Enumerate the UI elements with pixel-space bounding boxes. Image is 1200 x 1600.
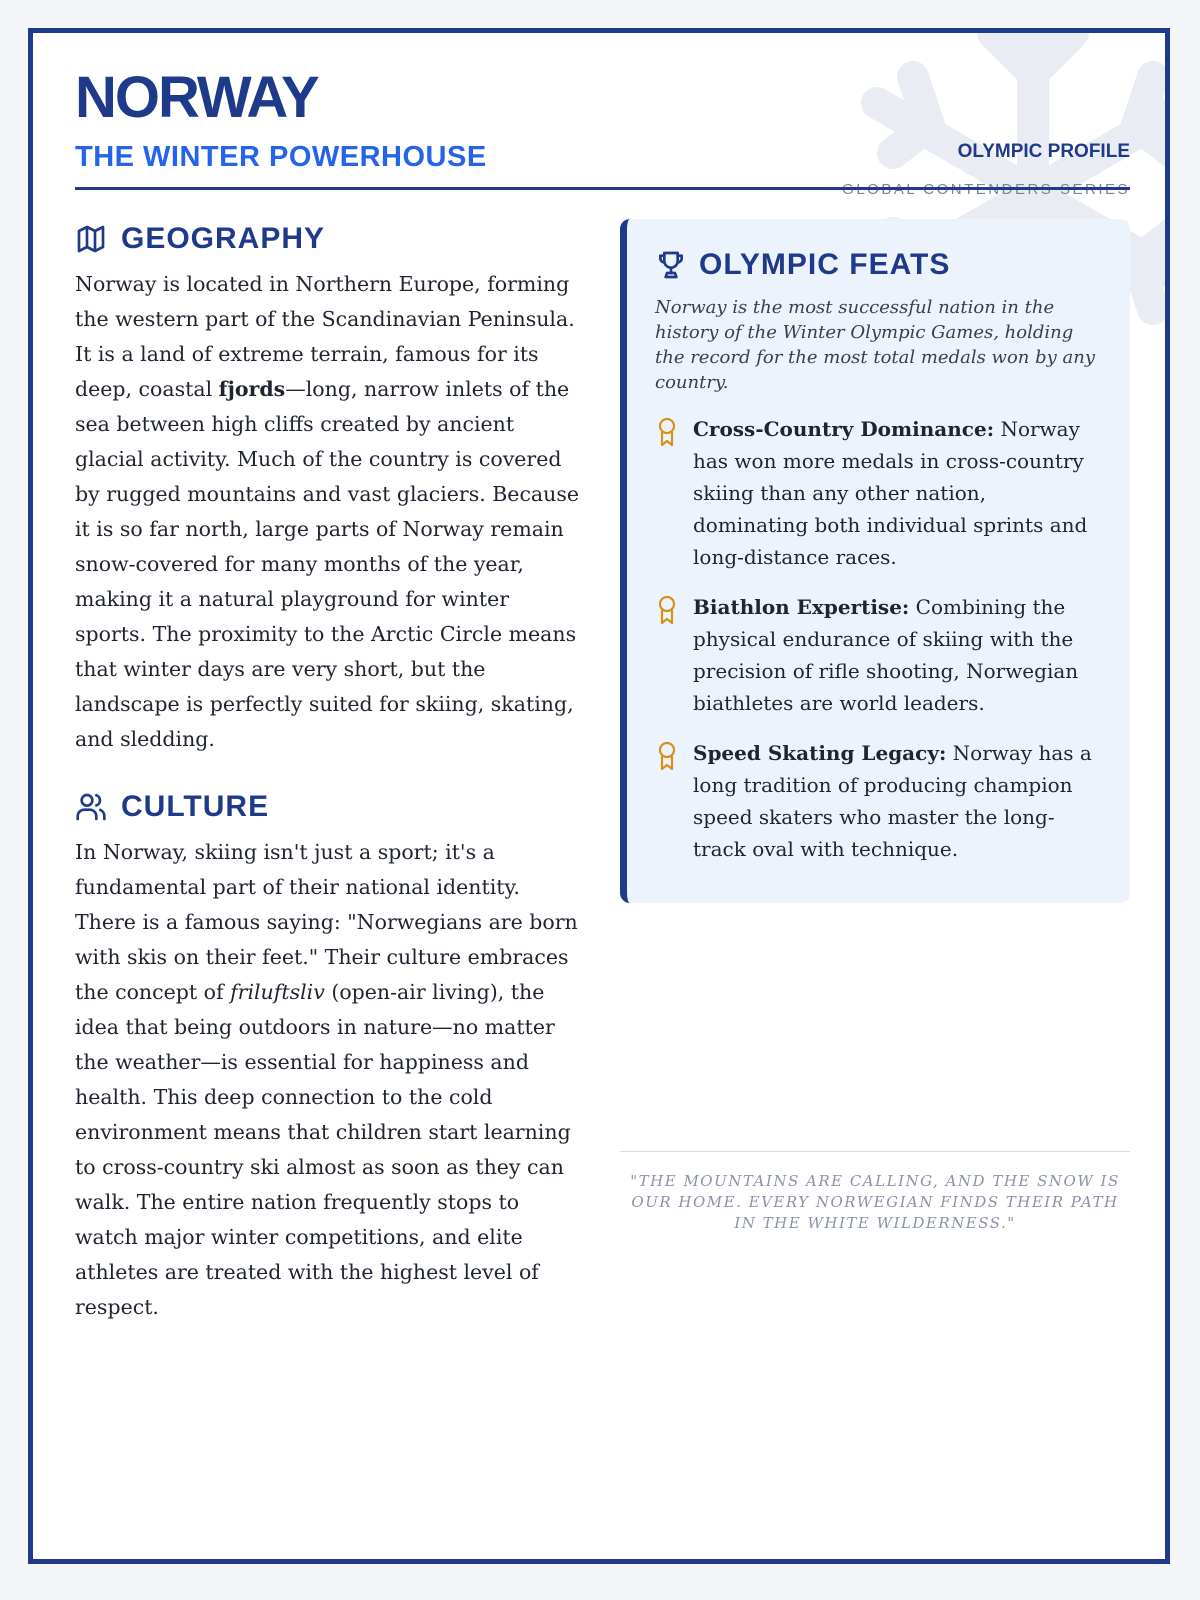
users-icon: [75, 791, 107, 823]
fjords-term: fjords: [218, 377, 286, 401]
country-subtitle: THE WINTER POWERHOUSE: [75, 141, 487, 173]
friluftsliv-term: friluftsliv: [230, 980, 325, 1004]
geography-title: GEOGRAPHY: [121, 222, 326, 255]
culture-heading: [75, 787, 580, 827]
profile-page: [28, 28, 1170, 1564]
geography-text-part: Norway is located in Northern Europe, forming the western part of the Scandinavian Peninsula. It is a land of extreme terrain, famous for its deep, coastal: [75, 272, 575, 401]
closing-quote: "THE MOUNTAINS ARE CALLING, AND THE SNOW IS OUR HOME. EVERY NORWEGIAN FINDS THEIR PATH IN THE WHITE WILDERNESS.": [630, 1172, 1120, 1232]
feat-text: [693, 591, 1104, 719]
olympic-feats-intro: Norway is the most successful nation in the history of the Winter Olympic Games, holding the record for the most total medals won by any country.: [655, 297, 1096, 393]
feat-description: Norway has a long tradition of producing champion speed skaters who master the long-track oval with technique.: [693, 741, 1092, 861]
feat-heading: Cross-Country Dominance:: [693, 417, 995, 441]
feat-text: [693, 413, 1104, 573]
header-divider: [75, 187, 1130, 190]
quote-divider: [620, 1151, 1130, 1152]
profile-label: OLYMPIC PROFILE: [957, 141, 1130, 162]
olympic-feats-panel: [620, 219, 1130, 903]
geography-text: [75, 267, 580, 757]
feat-description: Combining the physical endurance of skiing with the precision of rifle shooting, Norwegian biathletes are world leaders.: [693, 595, 1079, 715]
country-title: NORWAY: [75, 65, 318, 130]
feat-heading: Biathlon Expertise:: [693, 595, 910, 619]
culture-title: CULTURE: [121, 790, 270, 823]
culture-text: [75, 835, 580, 1325]
award-icon: [655, 595, 679, 625]
culture-text-part: In Norway, skiing isn't just a sport; it's a fundamental part of their national identity. There is a famous saying: "Norwegians are born with skis on their feet." Their culture embraces the concept of: [75, 840, 578, 1004]
olympic-feats-title: OLYMPIC FEATS: [699, 248, 951, 281]
olympic-feats-heading: [655, 245, 1104, 285]
feat-description: Norway has won more medals in cross-country skiing than any other nation, dominating both individual sprints and long-distance races.: [693, 417, 1088, 569]
map-icon: [75, 223, 107, 255]
award-icon: [655, 417, 679, 447]
culture-text-part: (open-air living), the idea that being outdoors in nature—no matter the weather—is essential for happiness and health. This deep connection to the cold environment means that children start learning to cross-country ski almost as soon as they can walk. The entire nation frequently stops to watch major winter competitions, and elite athletes are treated with the highest level of respect.: [75, 980, 571, 1319]
geography-text-part: —long, narrow inlets of the sea between high cliffs created by ancient glacial activity. Much of the country is covered by rugged mountains and vast glaciers. Because it is so far north, large parts of Norway remain snow-covered for many months of the year, making it a natural playground for winter sports. The proximity to the Arctic Circle means that winter days are very short, but the landscape is perfectly suited for skiing, skating, and sledding.: [75, 377, 580, 751]
trophy-icon: [655, 249, 687, 281]
feat-item: [655, 737, 1104, 865]
left-column: [75, 219, 580, 1325]
geography-heading: [75, 219, 580, 259]
feat-heading: Speed Skating Legacy:: [693, 741, 947, 765]
feat-text: [693, 737, 1104, 865]
geography-section: [75, 219, 580, 757]
award-icon: [655, 741, 679, 771]
culture-section: [75, 787, 580, 1325]
feat-item: [655, 413, 1104, 573]
feat-item: [655, 591, 1104, 719]
page-header: [75, 65, 1130, 174]
